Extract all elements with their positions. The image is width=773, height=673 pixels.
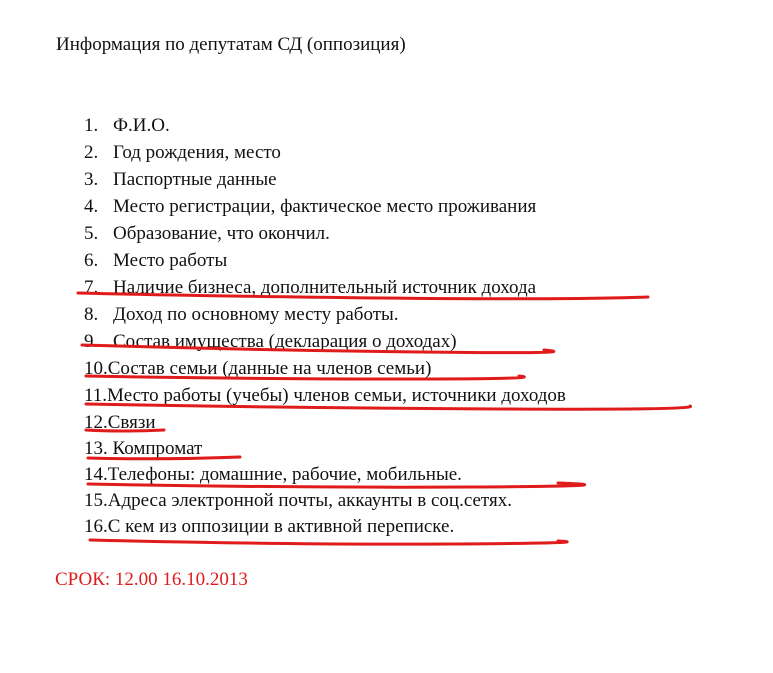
item-number: 6.	[84, 250, 99, 271]
item-number: 15.	[84, 490, 108, 511]
list-item-10	[84, 356, 431, 382]
item-text: Состав имущества (декларация о доходах)	[113, 331, 457, 352]
item-number: 13.	[84, 438, 108, 459]
item-text: Место регистрации, фактическое место проживания	[113, 196, 537, 217]
item-text: С кем из оппозиции в активной переписке.	[107, 516, 455, 537]
item-number: 10.	[84, 358, 108, 379]
item-number: 11.	[84, 385, 108, 406]
item-text: Паспортные данные	[113, 169, 277, 190]
list-item-1	[84, 113, 170, 139]
list-item-8	[84, 302, 399, 328]
item-text: Место работы (учебы) членов семьи, источники доходов	[107, 385, 566, 406]
list-item-7	[84, 275, 536, 301]
list-item-2	[84, 140, 281, 166]
list-item-11	[84, 383, 566, 409]
item-text: Связи	[107, 412, 156, 433]
list-item-6	[84, 248, 227, 274]
underline-item-16	[90, 540, 567, 544]
list-item-15	[84, 488, 512, 514]
item-text: Телефоны: домашние, рабочие, мобильные.	[107, 464, 462, 485]
item-text: Компромат	[107, 438, 203, 459]
list-item-16	[84, 514, 454, 540]
list-item-13	[84, 436, 202, 462]
item-number: 12.	[84, 412, 108, 433]
item-number: 8.	[84, 304, 99, 325]
list-item-12	[84, 410, 156, 436]
item-number: 4.	[84, 196, 99, 217]
item-number: 1.	[84, 115, 99, 136]
item-number: 2.	[84, 142, 99, 163]
list-item-3	[84, 167, 277, 193]
item-number: 9.	[84, 331, 99, 352]
item-text: Год рождения, место	[113, 142, 281, 163]
item-text: Доход по основному месту работы.	[113, 304, 399, 325]
item-number: 7.	[84, 277, 99, 298]
item-text: Место работы	[113, 250, 228, 271]
item-text: Наличие бизнеса, дополнительный источник дохода	[113, 277, 537, 298]
item-number: 16.	[84, 516, 108, 537]
item-text: Образование, что окончил.	[113, 223, 330, 244]
list-item-14	[84, 462, 462, 488]
list-item-5	[84, 221, 330, 247]
item-text: Ф.И.О.	[113, 115, 170, 136]
item-number: 3.	[84, 169, 99, 190]
item-number: 14.	[84, 464, 108, 485]
document-title: Информация по депутатам СД (оппозиция)	[56, 34, 406, 55]
list-item-4	[84, 194, 536, 220]
item-text: Адреса электронной почты, аккаунты в соц.сетях.	[107, 490, 512, 511]
deadline-text: СРОК: 12.00 16.10.2013	[55, 569, 248, 590]
list-item-9	[84, 329, 457, 355]
item-text: Состав семьи (данные на членов семьи)	[107, 358, 432, 379]
item-number: 5.	[84, 223, 99, 244]
